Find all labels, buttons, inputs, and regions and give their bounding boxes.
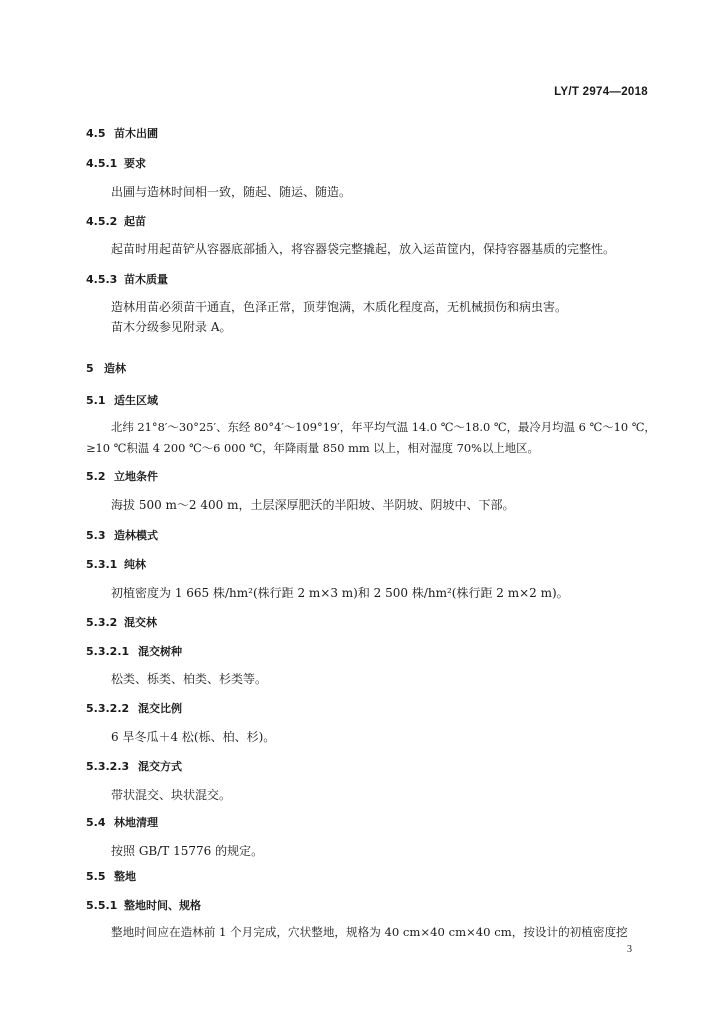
heading-5-1 xyxy=(86,392,158,408)
heading-title: 整地时间、规格 xyxy=(124,899,201,912)
heading-number: 4.5.2 xyxy=(86,215,118,228)
heading-5 xyxy=(86,360,126,376)
paragraph: 松类、栎类、柏类、杉类等。 xyxy=(111,672,268,686)
heading-4-5-1 xyxy=(86,155,146,171)
paragraph: 出圃与造林时间相一致，随起、随运、随造。 xyxy=(111,185,352,199)
heading-title: 要求 xyxy=(124,157,146,170)
heading-number: 5.3.2 xyxy=(86,616,118,629)
heading-title: 适生区域 xyxy=(114,394,158,407)
paragraph: 苗木分级参见附录 A。 xyxy=(111,320,232,334)
heading-number: 5 xyxy=(86,362,94,375)
paragraph: 造林用苗必须苗干通直，色泽正常，顶芽饱满，木质化程度高，无机械损伤和病虫害。 xyxy=(111,300,568,314)
heading-title: 苗木质量 xyxy=(124,273,168,286)
heading-title: 林地清理 xyxy=(114,816,158,829)
heading-title: 造林模式 xyxy=(114,529,158,542)
heading-5-3-1 xyxy=(86,556,146,572)
heading-5-5-1 xyxy=(86,897,201,913)
heading-title: 立地条件 xyxy=(114,470,158,483)
heading-5-5 xyxy=(86,868,136,884)
heading-5-3-2-1 xyxy=(86,643,182,659)
heading-title: 整地 xyxy=(114,870,136,883)
heading-number: 4.5.1 xyxy=(86,157,118,170)
paragraph: 6 旱冬瓜＋4 松(栎、柏、杉)。 xyxy=(111,730,276,744)
paragraph: 初植密度为 1 665 株/hm²(株行距 2 m×3 m)和 2 500 株/hm²(株行距 2 m×2 m)。 xyxy=(111,586,569,600)
heading-title: 苗木出圃 xyxy=(114,127,158,140)
heading-number: 5.3 xyxy=(86,529,106,542)
paragraph: 起苗时用起苗铲从容器底部插入，将容器袋完整撬起，放入运苗筐内，保持容器基质的完整性。 xyxy=(111,242,616,256)
heading-number: 5.3.1 xyxy=(86,558,118,571)
heading-5-3-2-2 xyxy=(86,700,182,716)
heading-number: 4.5.3 xyxy=(86,273,118,286)
heading-5-3-2 xyxy=(86,614,157,630)
paragraph: 带状混交、块状混交。 xyxy=(111,788,232,802)
heading-number: 5.3.2.1 xyxy=(86,645,130,658)
heading-4-5 xyxy=(86,125,158,141)
paragraph: 北纬 21°8′～30°25′、东经 80°4′～109°19′，年平均气温 14.0 ℃～18.0 ℃，最冷月均温 6 ℃～10 ℃， xyxy=(111,420,656,434)
heading-title: 造林 xyxy=(104,362,126,375)
heading-title: 混交树种 xyxy=(138,645,182,658)
paragraph: 整地时间应在造林前 1 个月完成，穴状整地，规格为 40 cm×40 cm×40 cm，按设计的初植密度挖 xyxy=(111,925,628,939)
page-number: 3 xyxy=(627,944,632,955)
heading-title: 混交比例 xyxy=(138,702,182,715)
heading-4-5-2 xyxy=(86,213,146,229)
heading-number: 5.5.1 xyxy=(86,899,118,912)
heading-number: 5.1 xyxy=(86,394,106,407)
heading-5-3-2-3 xyxy=(86,758,182,774)
heading-number: 5.4 xyxy=(86,816,106,829)
heading-number: 4.5 xyxy=(86,127,106,140)
heading-number: 5.5 xyxy=(86,870,106,883)
standard-code: LY/T 2974—2018 xyxy=(554,86,648,98)
paragraph: ≥10 ℃积温 4 200 ℃～6 000 ℃，年降雨量 850 mm 以上，相对湿度 70%以上地区。 xyxy=(86,441,539,455)
heading-title: 起苗 xyxy=(124,215,146,228)
heading-number: 5.3.2.2 xyxy=(86,702,130,715)
heading-number: 5.2 xyxy=(86,470,106,483)
heading-title: 混交方式 xyxy=(138,760,182,773)
heading-4-5-3 xyxy=(86,271,168,287)
heading-5-3 xyxy=(86,527,158,543)
heading-title: 混交林 xyxy=(124,616,157,629)
heading-5-4 xyxy=(86,814,158,830)
paragraph: 按照 GB/T 15776 的规定。 xyxy=(111,844,264,858)
paragraph: 海拔 500 m～2 400 m，土层深厚肥沃的半阳坡、半阴坡、阴坡中、下部。 xyxy=(111,498,515,512)
heading-number: 5.3.2.3 xyxy=(86,760,130,773)
heading-title: 纯林 xyxy=(124,558,146,571)
heading-5-2 xyxy=(86,468,158,484)
